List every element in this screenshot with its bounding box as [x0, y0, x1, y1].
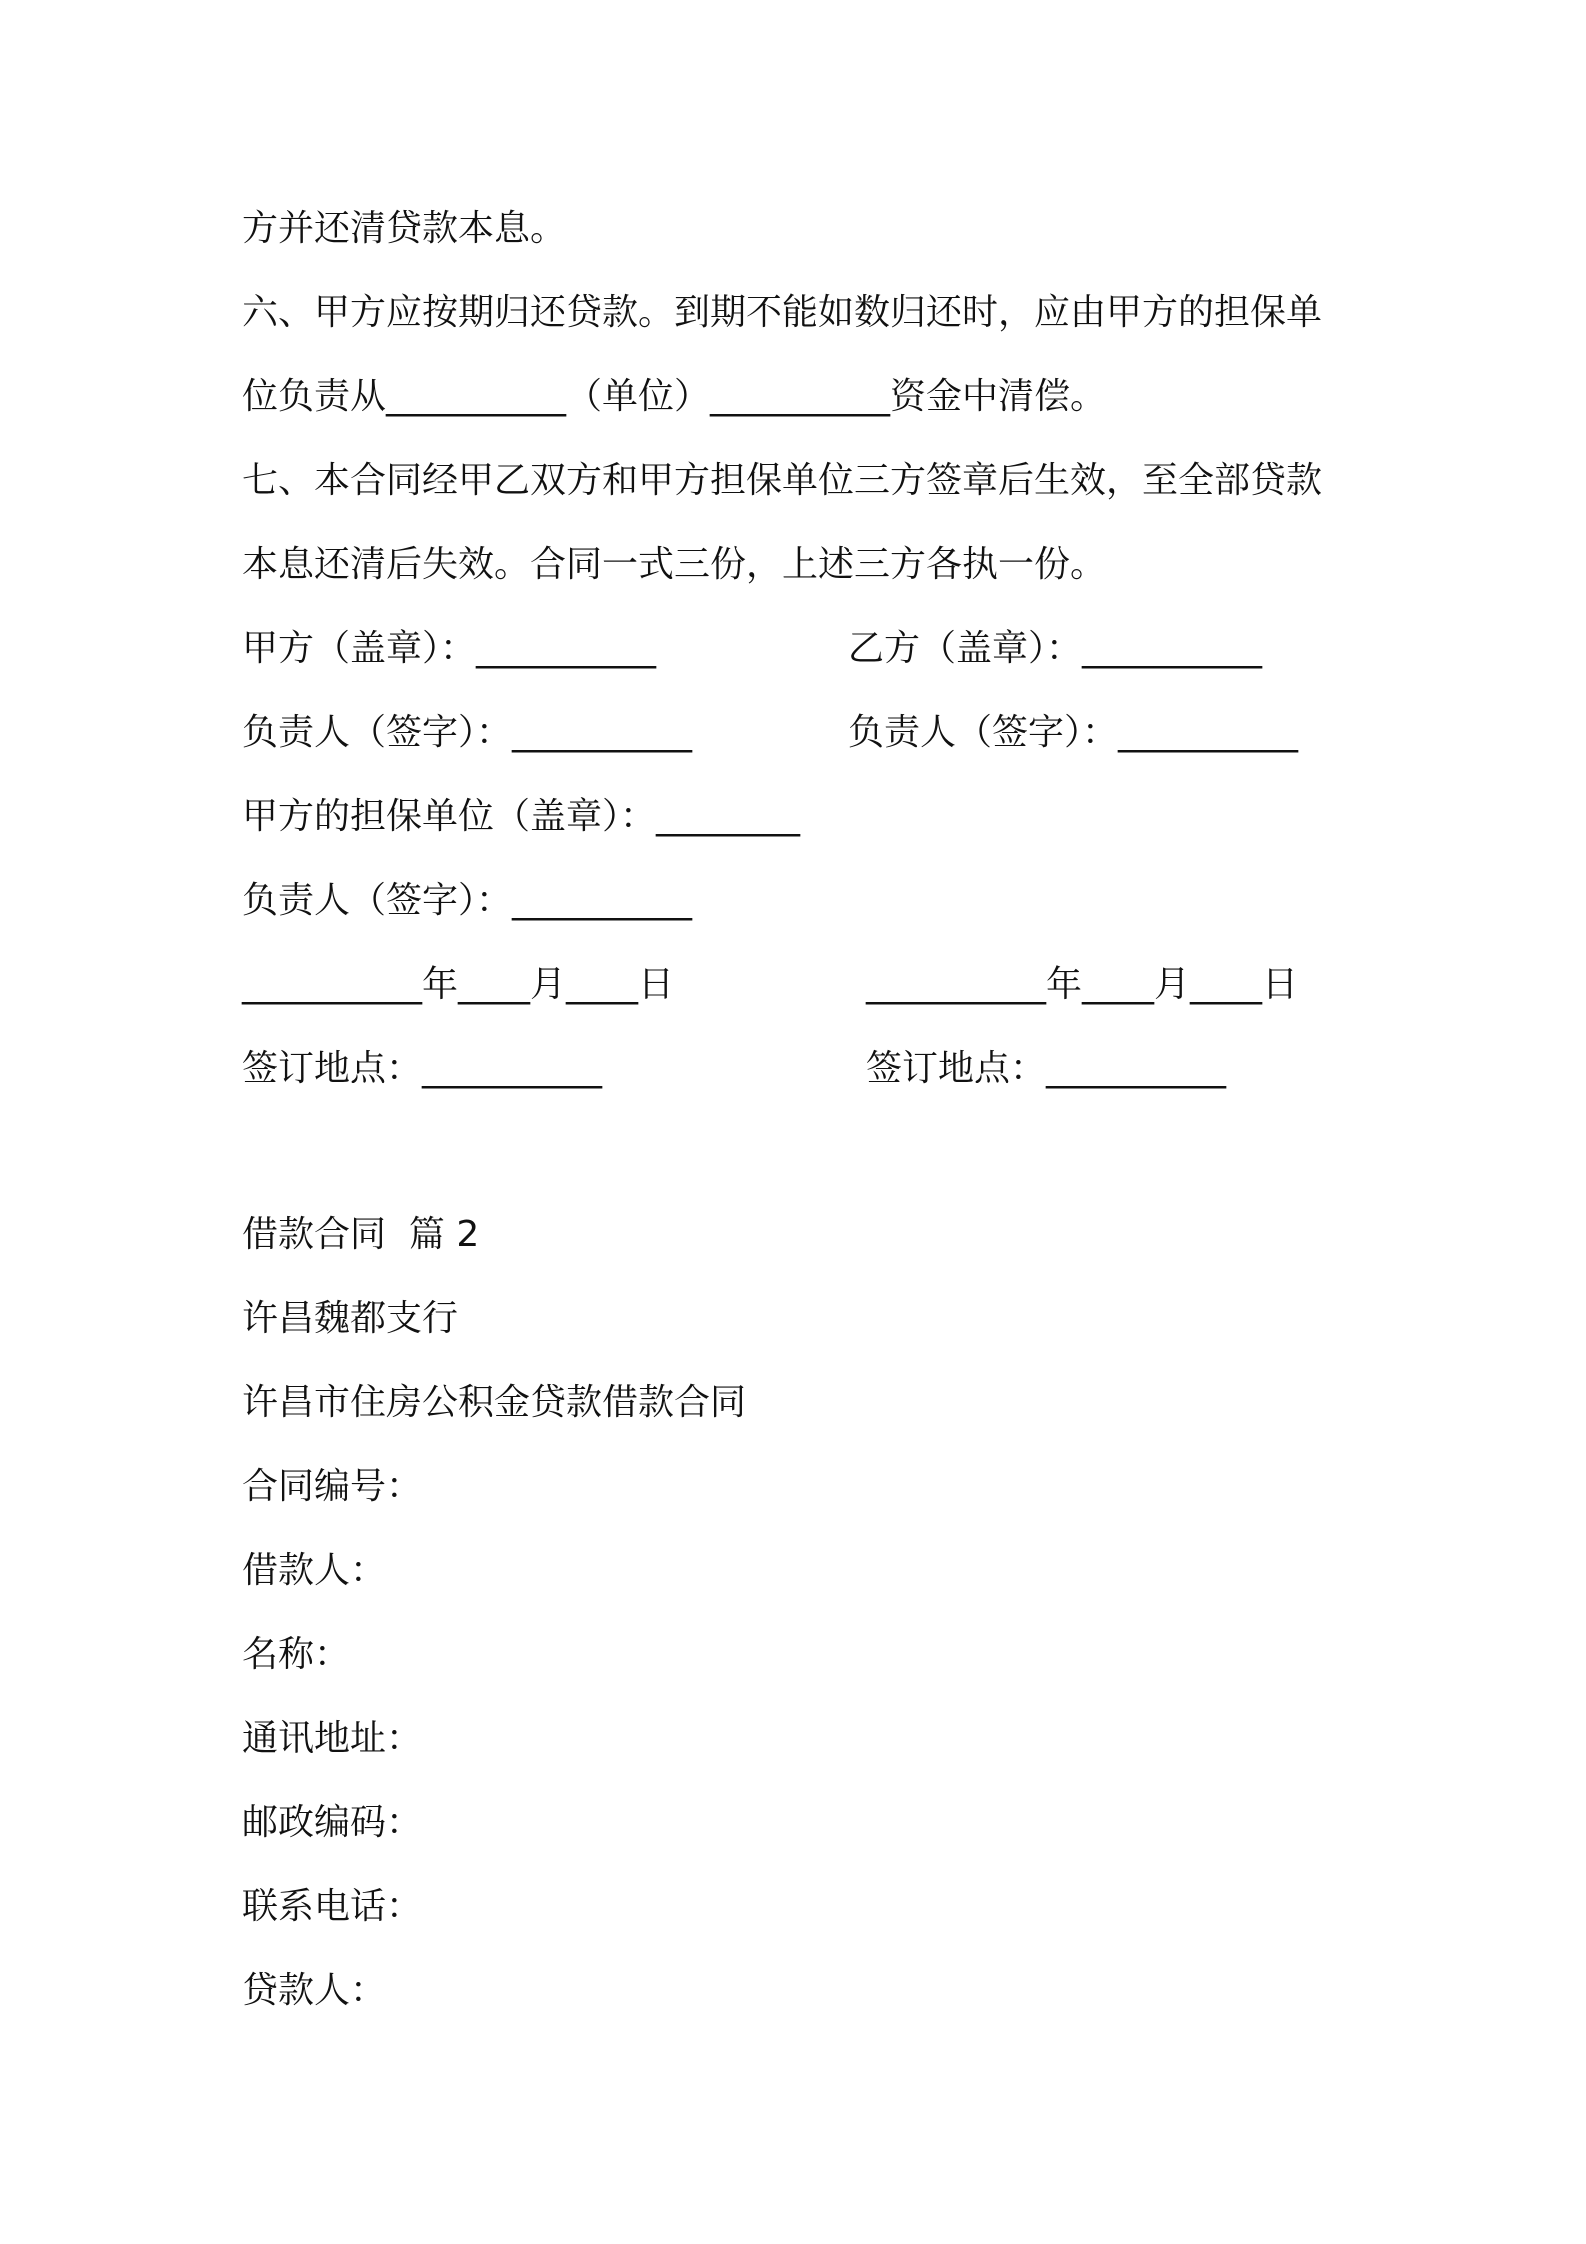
bank-name: 许昌魏都支行: [242, 1298, 459, 1339]
field-address: 通讯地址：: [242, 1718, 423, 1759]
party-b-person: 负责人（签字）：__________: [848, 712, 1299, 753]
place-right: 签订地点：__________: [866, 1048, 1227, 1089]
section-heading: 借款合同 篇 2: [242, 1214, 480, 1255]
date-left: __________年____月____日: [242, 964, 674, 1005]
guarantor-seal: 甲方的担保单位（盖章）：________: [242, 796, 801, 837]
clause-7-line-2: 本息还清后失效。合同一式三份，上述三方各执一份。: [242, 544, 1107, 585]
date-right: __________年____月____日: [866, 964, 1298, 1005]
party-a-person: 负责人（签字）：__________: [242, 712, 693, 753]
contract-title: 许昌市住房公积金贷款借款合同: [242, 1382, 747, 1423]
clause-7-line-1: 七、本合同经甲乙双方和甲方担保单位三方签章后生效，至全部贷款: [242, 460, 1323, 501]
place-left: 签订地点：__________: [242, 1048, 603, 1089]
field-postcode: 邮政编码：: [242, 1802, 423, 1843]
party-a-seal: 甲方（盖章）：__________: [242, 628, 657, 669]
clause-6-line-1: 六、甲方应按期归还贷款。到期不能如数归还时，应由甲方的担保单: [242, 292, 1323, 333]
field-name: 名称：: [242, 1634, 351, 1675]
paragraph-continuation: 方并还清贷款本息。: [242, 208, 567, 249]
field-phone: 联系电话：: [242, 1886, 423, 1927]
field-lender: 贷款人：: [242, 1970, 387, 2011]
clause-6-line-2: 位负责从__________（单位）__________资金中清偿。: [242, 376, 1107, 417]
field-borrower: 借款人：: [242, 1550, 387, 1591]
field-contract-number: 合同编号：: [242, 1466, 423, 1507]
guarantor-person: 负责人（签字）：__________: [242, 880, 693, 921]
party-b-seal: 乙方（盖章）：__________: [848, 628, 1263, 669]
